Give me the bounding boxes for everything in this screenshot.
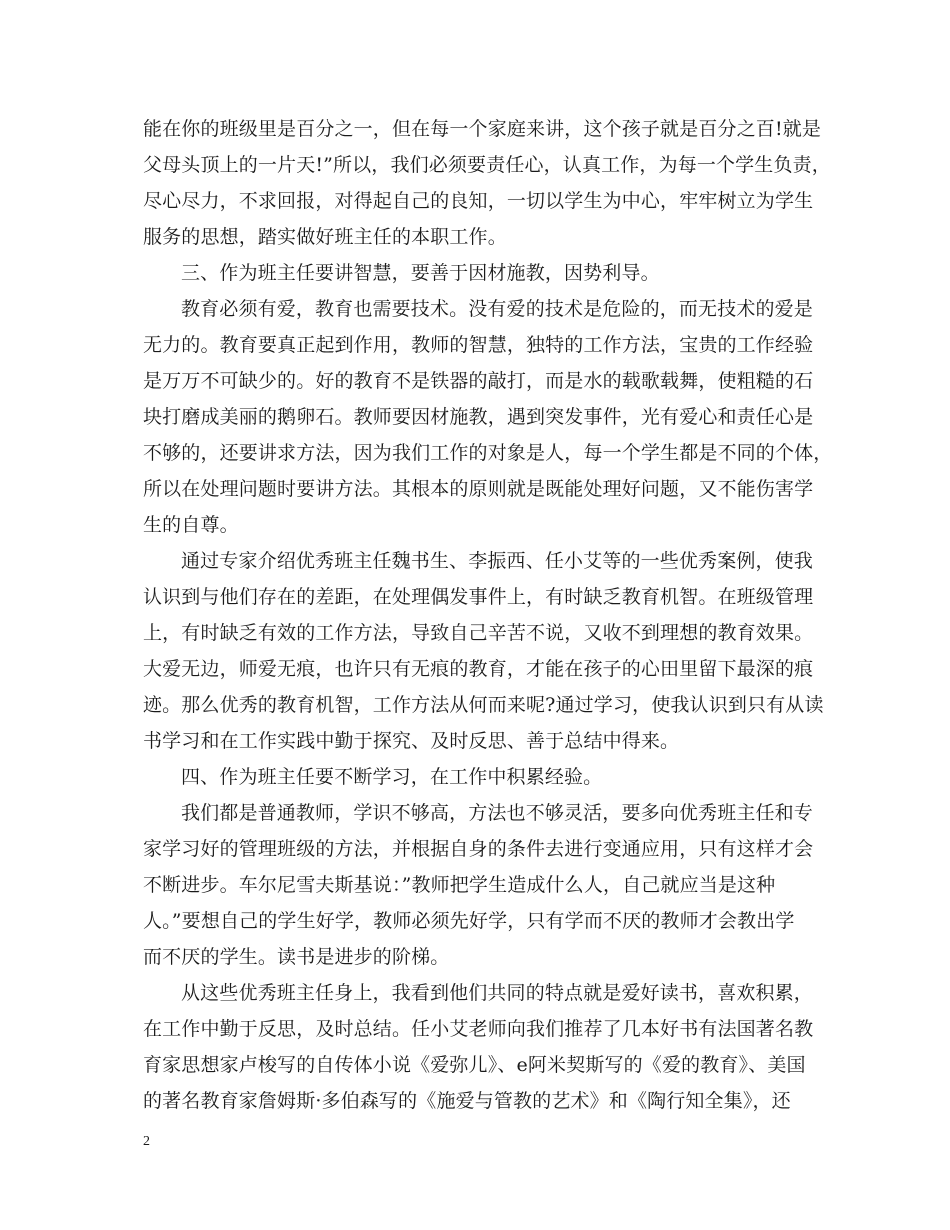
text-line: 生的自尊。	[143, 514, 239, 536]
text-line: 不断进步。车尔尼雪夫斯基说：”教师把学生造成什么人，自己就应当是这种	[143, 874, 776, 896]
text-line: 父母头顶上的一片天!”所以，我们必须要责任心，认真工作，为每一个学生负责，	[143, 154, 831, 176]
section-heading: 四、作为班主任要不断学习，在工作中积累经验。	[181, 766, 603, 788]
text-line: 所以在处理问题时要讲方法。其根本的原则就是既能处理好问题，又不能伤害学	[143, 478, 814, 500]
text-line: 能在你的班级里是百分之一，但在每一个家庭来讲，这个孩子就是百分之百!就是	[143, 118, 822, 140]
text-line: 迹。那么优秀的教育机智，工作方法从何而来呢?通过学习，使我认识到只有从读	[143, 694, 824, 716]
text-line: 块打磨成美丽的鹅卵石。教师要因材施教，遇到突发事件，光有爱心和责任心是	[143, 406, 814, 428]
text-line: 服务的思想，踏实做好班主任的本职工作。	[143, 226, 507, 248]
text-line: 家学习好的管理班级的方法，并根据自身的条件去进行变通应用，只有这样才会	[143, 838, 814, 860]
text-line: 不够的，还要讲求方法，因为我们工作的对象是人，每一个学生都是不同的个体，	[143, 442, 833, 464]
text-line: 尽心尽力，不求回报，对得起自己的良知，一切以学生为中心，牢牢树立为学生	[143, 190, 814, 212]
section-heading: 三、作为班主任要讲智慧，要善于因材施教，因势利导。	[181, 262, 660, 284]
text-line: 上，有时缺乏有效的工作方法，导致自己辛苦不说，又收不到理想的教育效果。	[143, 622, 814, 644]
text-line: 人。”要想自己的学生好学，教师必须先好学，只有学而不厌的教师才会教出学	[143, 910, 795, 932]
text-line: 育家思想家卢梭写的自传体小说《爱弥儿》、e阿米契斯写的《爱的教育》、美国	[143, 1054, 806, 1076]
text-line: 书学习和在工作实践中勤于探究、及时反思、善于总结中得来。	[143, 730, 680, 752]
text-line: 在工作中勤于反思，及时总结。任小艾老师向我们推荐了几本好书有法国著名教	[143, 1018, 814, 1040]
text-line: 从这些优秀班主任身上，我看到他们共同的特点就是爱好读书，喜欢积累，	[181, 982, 813, 1004]
text-line: 教育必须有爱，教育也需要技术。没有爱的技术是危险的，而无技术的爱是	[181, 298, 813, 320]
text-line: 是万万不可缺少的。好的教育不是铁器的敲打，而是水的载歌载舞，使粗糙的石	[143, 370, 814, 392]
text-line: 大爱无边，师爱无痕，也许只有无痕的教育，才能在孩子的心田里留下最深的痕	[143, 658, 814, 680]
text-line: 的著名教育家詹姆斯·多伯森写的《施爱与管教的艺术》和《陶行知全集》，还	[143, 1090, 791, 1112]
text-line: 通过专家介绍优秀班主任魏书生、李振西、任小艾等的一些优秀案例，使我	[181, 550, 813, 572]
text-line: 而不厌的学生。读书是进步的阶梯。	[143, 946, 450, 968]
text-line: 我们都是普通教师，学识不够高，方法也不够灵活，要多向优秀班主任和专	[181, 802, 813, 824]
text-line: 认识到与他们存在的差距，在处理偶发事件上，有时缺乏教育机智。在班级管理	[143, 586, 814, 608]
text-line: 无力的。教育要真正起到作用，教师的智慧，独特的工作方法，宝贵的工作经验	[143, 334, 814, 356]
page-number: 2	[143, 1134, 150, 1149]
